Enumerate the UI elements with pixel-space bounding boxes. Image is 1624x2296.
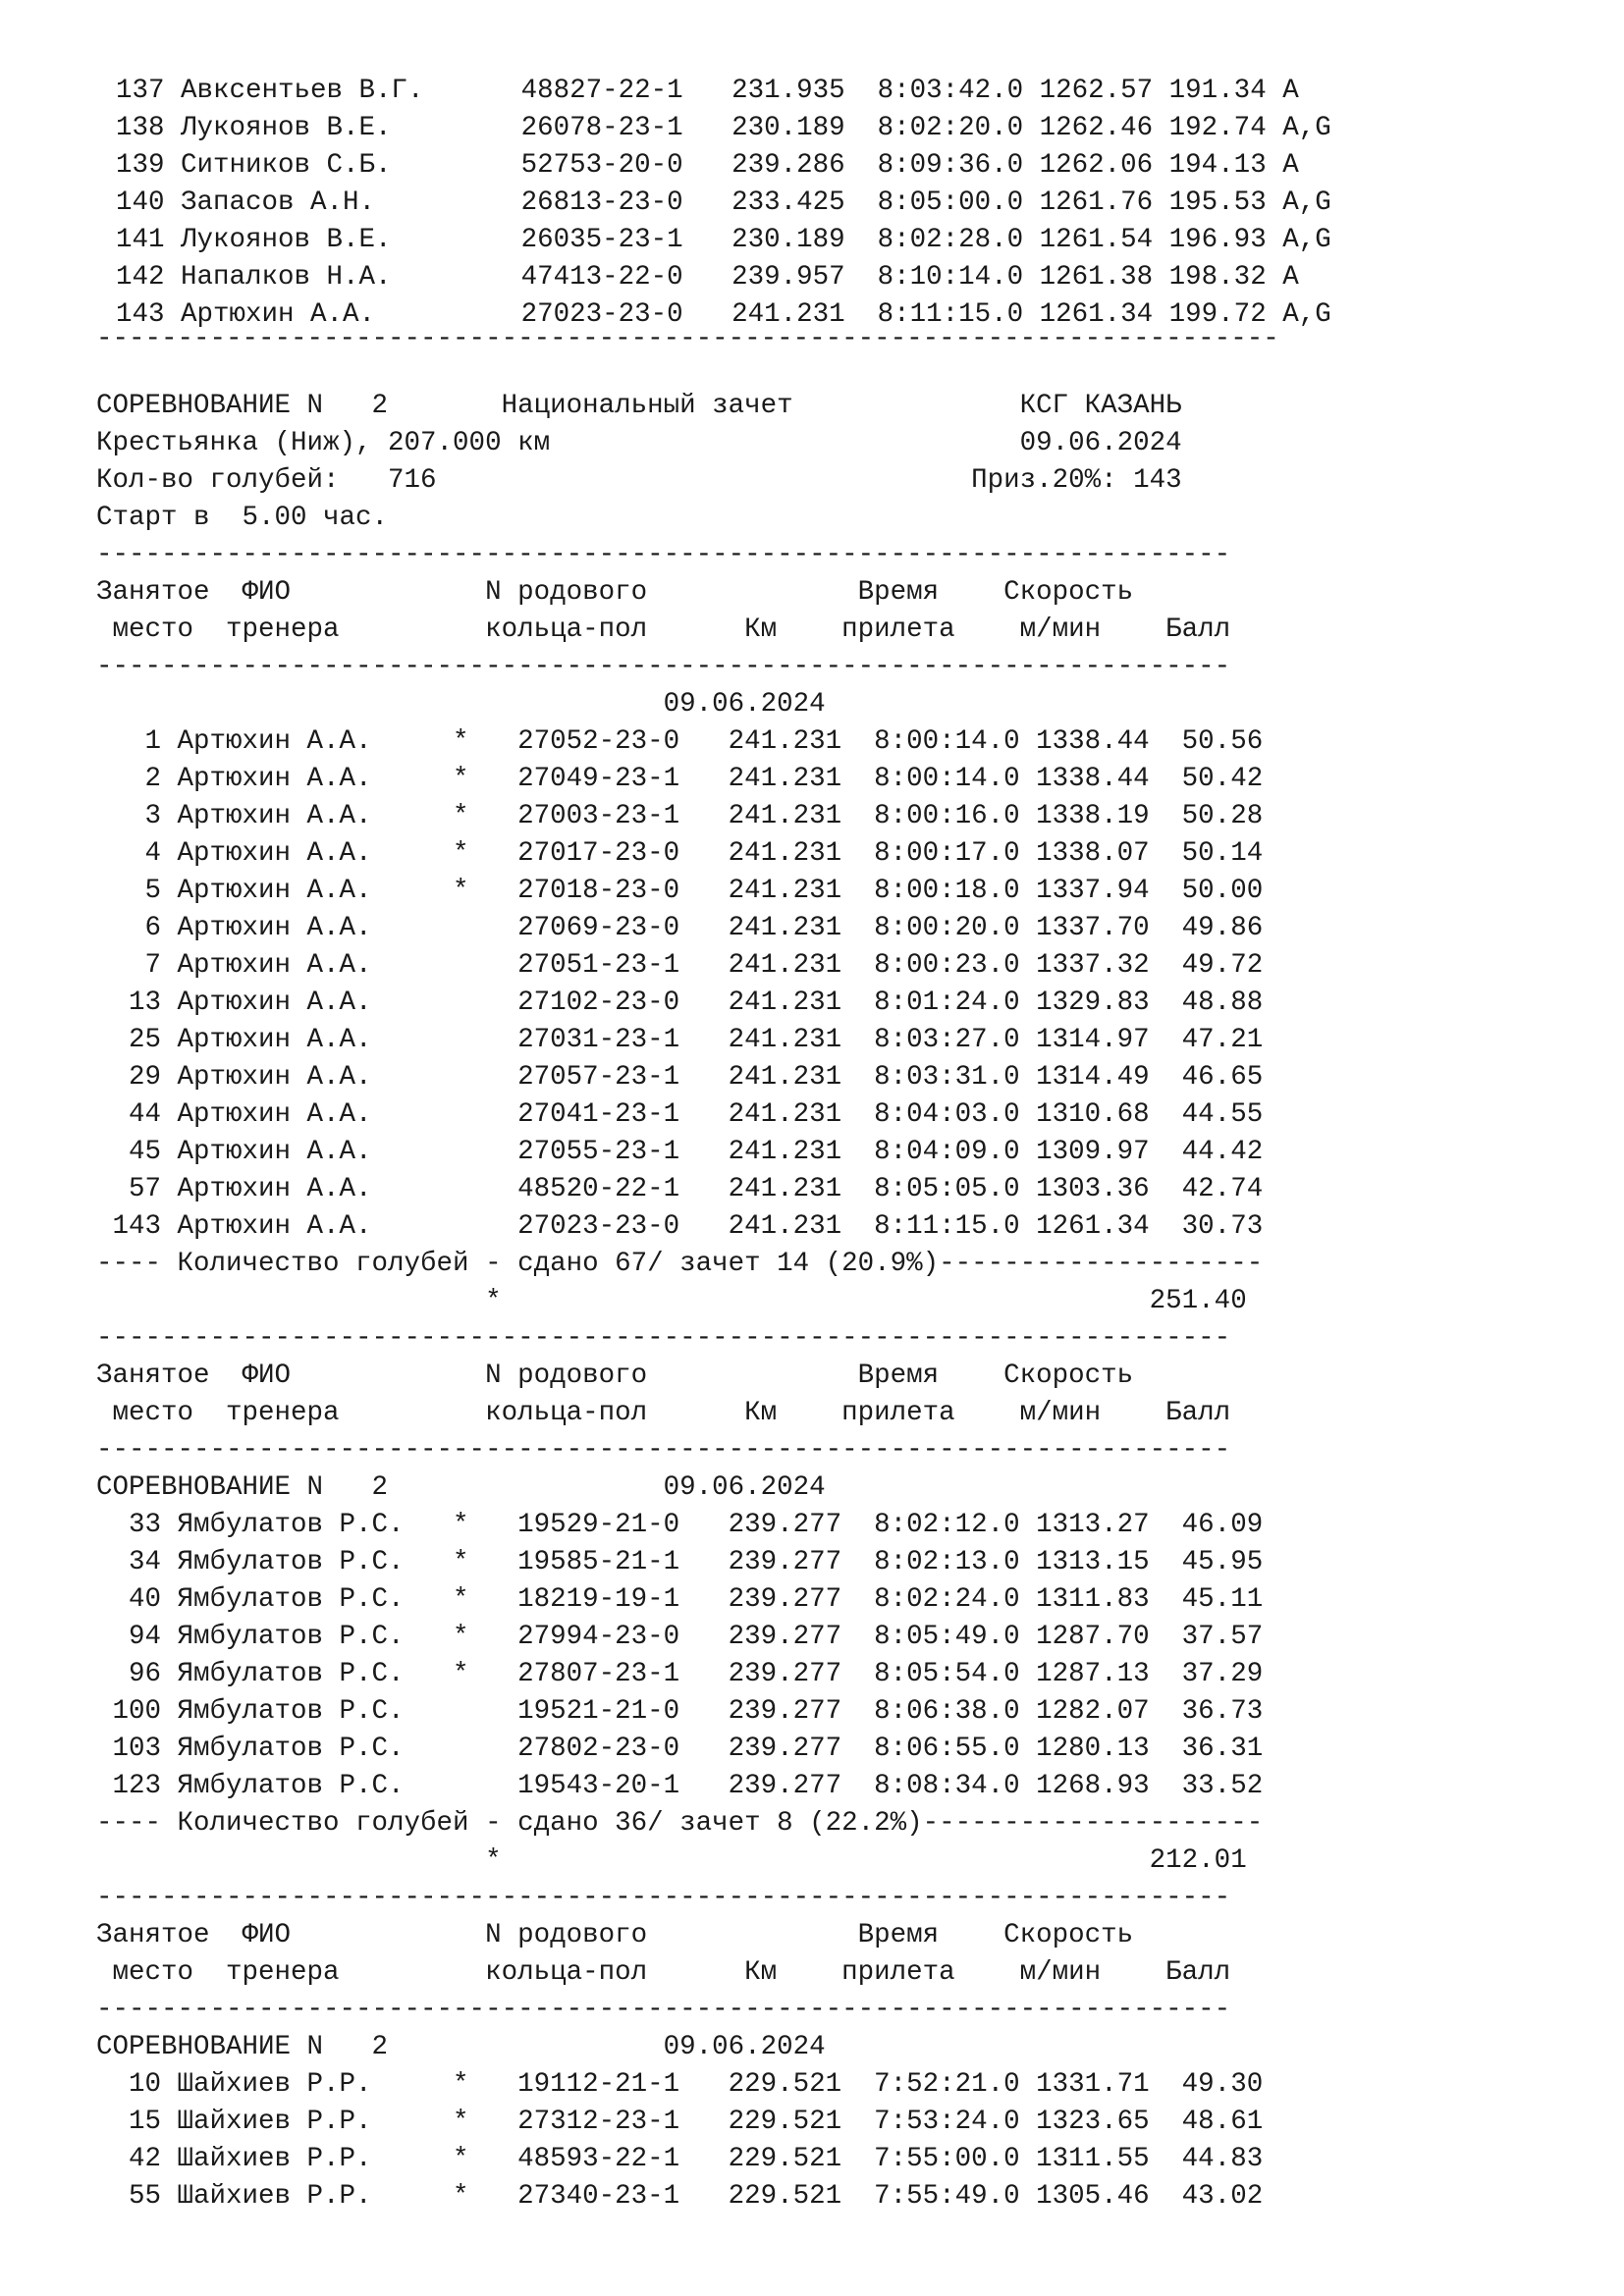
section-date: 09.06.2024 [96,689,826,720]
competition-title: СОРЕВНОВАНИЕ N 2 Национальный зачет КСГ КАЗАНЬ [96,391,1182,421]
table-header-line2: место тренера кольца-пол Км прилета м/мин Балл [96,1398,1231,1428]
table-row: 5 Артюхин А.А. * 27018-23-0 241.231 8:00:18.0 1337.94 50.00 [96,876,1264,906]
top-row: 139 Ситников С.Б. 52753-20-0 239.286 8:09:36.0 1262.06 194.13 A [116,150,1299,181]
table-row: 57 Артюхин А.А. 48520-22-1 241.231 8:05:05.0 1303.36 42.74 [96,1174,1264,1204]
table-row: 55 Шайхиев Р.Р. * 27340-23-1 229.521 7:55:49.0 1305.46 43.02 [96,2181,1264,2212]
table-row: 29 Артюхин А.А. 27057-23-1 241.231 8:03:31.0 1314.49 46.65 [96,1062,1264,1093]
separator-line: ------------------------------------------------------------------------- [96,324,1279,354]
table-row: 45 Артюхин А.А. 27055-23-1 241.231 8:04:09.0 1309.97 44.42 [96,1137,1264,1167]
table-row: 123 Ямбулатов Р.С. 19543-20-1 239.277 8:08:34.0 1268.93 33.52 [96,1771,1264,1801]
table-header-line1: Занятое ФИО N родового Время Скорость [96,1361,1134,1391]
table-row: 6 Артюхин А.А. 27069-23-0 241.231 8:00:20.0 1337.70 49.86 [96,913,1264,943]
top-row: 138 Лукоянов В.Е. 26078-23-1 230.189 8:02:20.0 1262.46 192.74 A,G [116,113,1331,143]
top-row: 141 Лукоянов В.Е. 26035-23-1 230.189 8:02:28.0 1261.54 196.93 A,G [116,225,1331,255]
separator-line: ---------------------------------------------------------------------- [96,1323,1231,1354]
table-row: 1 Артюхин А.А. * 27052-23-0 241.231 8:00:14.0 1338.44 50.56 [96,726,1264,757]
table-row: 96 Ямбулатов Р.С. * 27807-23-1 239.277 8:05:54.0 1287.13 37.29 [96,1659,1264,1689]
table-row: 100 Ямбулатов Р.С. 19521-21-0 239.277 8:06:38.0 1282.07 36.73 [96,1696,1264,1727]
table-row: 94 Ямбулатов Р.С. * 27994-23-0 239.277 8:05:49.0 1287.70 37.57 [96,1622,1264,1652]
section-total: * 212.01 [96,1845,1247,1876]
table-header-line1: Занятое ФИО N родового Время Скорость [96,1920,1134,1950]
table-row: 7 Артюхин А.А. 27051-23-1 241.231 8:00:23.0 1337.32 49.72 [96,950,1264,981]
table-row: 42 Шайхиев Р.Р. * 48593-22-1 229.521 7:55:00.0 1311.55 44.83 [96,2144,1264,2174]
competition-count: Кол-во голубей: 716 Приз.20%: 143 [96,465,1182,496]
separator-line: ---------------------------------------------------------------------- [96,540,1231,570]
table-row: 15 Шайхиев Р.Р. * 27312-23-1 229.521 7:53:24.0 1323.65 48.61 [96,2107,1264,2137]
competition-start: Старт в 5.00 час. [96,503,389,533]
section-total: * 251.40 [96,1286,1247,1316]
table-row: 103 Ямбулатов Р.С. 27802-23-0 239.277 8:06:55.0 1280.13 36.31 [96,1734,1264,1764]
table-row: 3 Артюхин А.А. * 27003-23-1 241.231 8:00:16.0 1338.19 50.28 [96,801,1264,831]
table-row: 10 Шайхиев Р.Р. * 19112-21-1 229.521 7:52:21.0 1331.71 49.30 [96,2069,1264,2100]
table-row: 40 Ямбулатов Р.С. * 18219-19-1 239.277 8:02:24.0 1311.83 45.11 [96,1584,1264,1615]
section-title: СОРЕВНОВАНИЕ N 2 09.06.2024 [96,1472,826,1503]
top-row: 137 Авксентьев В.Г. 48827-22-1 231.935 8:03:42.0 1262.57 191.34 A [116,76,1299,106]
table-row: 13 Артюхин А.А. 27102-23-0 241.231 8:01:24.0 1329.83 48.88 [96,988,1264,1018]
table-row: 44 Артюхин А.А. 27041-23-1 241.231 8:04:03.0 1310.68 44.55 [96,1099,1264,1130]
table-row: 25 Артюхин А.А. 27031-23-1 241.231 8:03:27.0 1314.97 47.21 [96,1025,1264,1055]
section-summary: ---- Количество голубей - сдано 67/ зачет 14 (20.9%)-------------------- [96,1249,1264,1279]
top-row: 140 Запасов А.Н. 26813-23-0 233.425 8:05:00.0 1261.76 195.53 A,G [116,187,1331,218]
table-header-line2: место тренера кольца-пол Км прилета м/мин Балл [96,1957,1231,1988]
separator-line: ---------------------------------------------------------------------- [96,1435,1231,1466]
table-row: 2 Артюхин А.А. * 27049-23-1 241.231 8:00:14.0 1338.44 50.42 [96,764,1264,794]
table-row: 33 Ямбулатов Р.С. * 19529-21-0 239.277 8:02:12.0 1313.27 46.09 [96,1510,1264,1540]
table-row: 34 Ямбулатов Р.С. * 19585-21-1 239.277 8:02:13.0 1313.15 45.95 [96,1547,1264,1577]
table-header-line2: место тренера кольца-пол Км прилета м/мин Балл [96,614,1231,645]
separator-line: ---------------------------------------------------------------------- [96,1883,1231,1913]
section-title: СОРЕВНОВАНИЕ N 2 09.06.2024 [96,2032,826,2062]
top-row: 143 Артюхин А.А. 27023-23-0 241.231 8:11:15.0 1261.34 199.72 A,G [116,299,1331,330]
table-row: 143 Артюхин А.А. 27023-23-0 241.231 8:11:15.0 1261.34 30.73 [96,1211,1264,1242]
separator-line: ---------------------------------------------------------------------- [96,1995,1231,2025]
table-header-line1: Занятое ФИО N родового Время Скорость [96,577,1134,608]
separator-line: ---------------------------------------------------------------------- [96,652,1231,682]
competition-route: Крестьянка (Ниж), 207.000 км 09.06.2024 [96,428,1182,458]
section-summary: ---- Количество голубей - сдано 36/ зачет 8 (22.2%)--------------------- [96,1808,1264,1839]
table-row: 4 Артюхин А.А. * 27017-23-0 241.231 8:00:17.0 1338.07 50.14 [96,838,1264,869]
top-row: 142 Напалков Н.А. 47413-22-0 239.957 8:10:14.0 1261.38 198.32 A [116,262,1299,293]
